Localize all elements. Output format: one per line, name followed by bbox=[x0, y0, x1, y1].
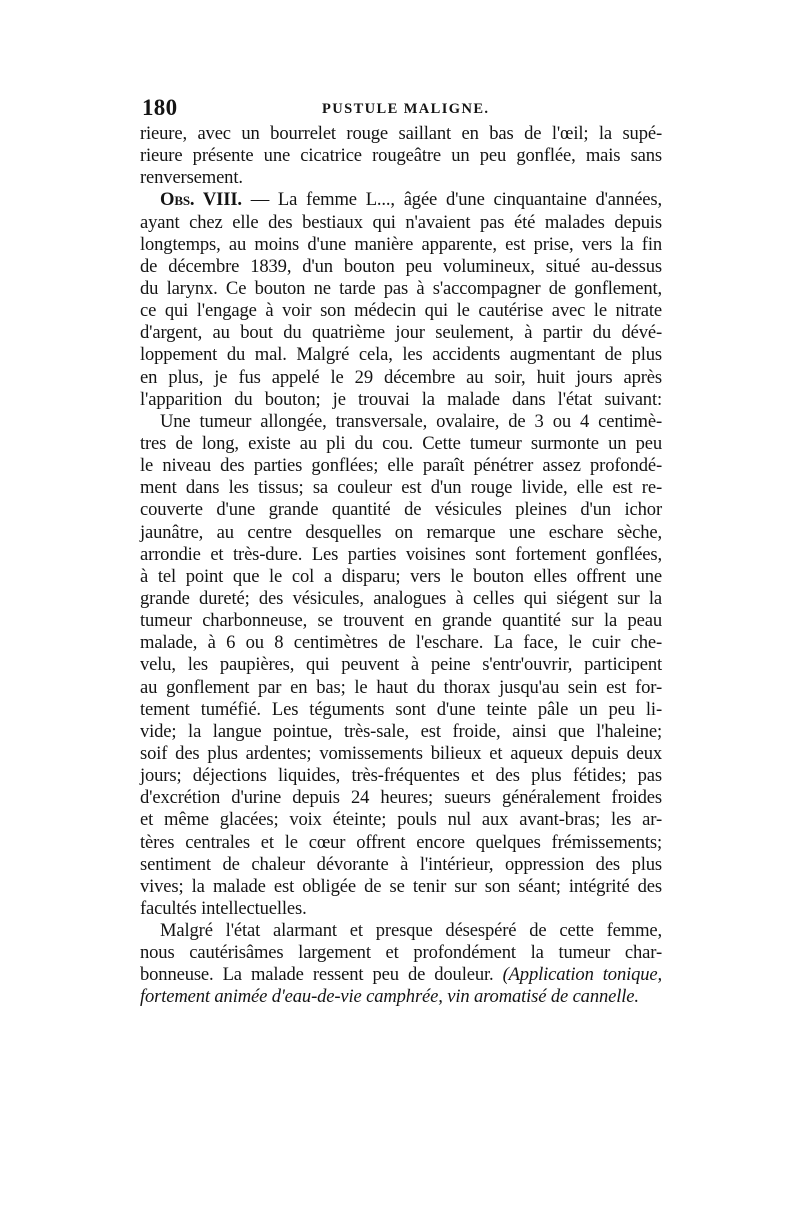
text-line: jours; déjections liquides, très-fréquentes et des plus fétides; pas bbox=[140, 765, 662, 787]
text-fragment: bonneuse. La malade ressent peu de douleur. bbox=[140, 964, 503, 986]
text-line: velu, les paupières, qui peuvent à peine s'entr'ouvrir, participent bbox=[140, 654, 662, 676]
text-line: ayant chez elle des bestiaux qui n'avaient pas été malades depuis bbox=[140, 211, 662, 233]
observation-label: Obs. VIII. bbox=[160, 189, 242, 211]
text-line: Une tumeur allongée, transversale, ovalaire, de 3 ou 4 centimè- bbox=[160, 410, 662, 432]
italic-text-line: fortement animée d'eau-de-vie camphrée, vin aromatisé de cannelle. bbox=[140, 986, 639, 1008]
text-fragment: — La femme L..., âgée d'une cinquantaine d'années, bbox=[241, 189, 662, 211]
text-line: sentiment de chaleur dévorante à l'intérieur, oppression des plus bbox=[140, 853, 662, 875]
text-line: à tel point que le col a disparu; vers le bouton elles offrent une bbox=[140, 565, 662, 587]
text-line: au gonflement par en bas; le haut du thorax jusqu'au sein est for- bbox=[140, 676, 662, 698]
text-line: ment dans les tissus; sa couleur est d'un rouge livide, elle est re- bbox=[140, 477, 662, 499]
observation-heading-line bbox=[140, 189, 662, 211]
text-line: le niveau des parties gonflées; elle paraît pénétrer assez profondé- bbox=[140, 455, 662, 477]
show-through-stain bbox=[140, 928, 662, 942]
text-line: et même glacées; voix éteinte; pouls nul aux avant-bras; les ar- bbox=[140, 809, 662, 831]
text-line: rieure présente une cicatrice rougeâtre un peu gonflée, mais sans bbox=[140, 145, 662, 167]
text-line: nous cautérisâmes largement et profondément la tumeur char- bbox=[140, 942, 662, 964]
text-line-mixed bbox=[140, 964, 662, 986]
page-header bbox=[140, 96, 662, 122]
text-line: du larynx. Ce bouton ne tarde pas à s'accompagner de gonflement, bbox=[140, 277, 662, 299]
text-line: tères centrales et le cœur offrent encore quelques frémissements; bbox=[140, 831, 662, 853]
text-line: facultés intellectuelles. bbox=[140, 897, 307, 919]
text-line: d'argent, au bout du quatrième jour seulement, à partir du dévé- bbox=[140, 322, 662, 344]
italic-fragment: (Application tonique, bbox=[502, 964, 663, 986]
text-line: d'excrétion d'urine depuis 24 heures; sueurs généralement froides bbox=[140, 787, 662, 809]
text-line: tumeur charbonneuse, se trouvent en grande quantité sur la peau bbox=[140, 610, 662, 632]
text-line: soif des plus ardentes; vomissements bilieux et aqueux depuis deux bbox=[140, 742, 662, 764]
text-line: couverte d'une grande quantité de vésicules pleines d'un ichor bbox=[140, 499, 662, 521]
page-number: 180 bbox=[142, 95, 178, 120]
text-line: malade, à 6 ou 8 centimètres de l'eschare. La face, le cuir che- bbox=[140, 632, 662, 654]
text-line: renversement. bbox=[140, 167, 243, 189]
text-line: grande dureté; des vésicules, analogues à celles qui siégent sur la bbox=[140, 587, 662, 609]
text-line: jaunâtre, au centre desquelles on remarque une eschare sèche, bbox=[140, 521, 662, 543]
text-line: de décembre 1839, d'un bouton peu volumineux, situé au-dessus bbox=[140, 255, 662, 277]
body-text bbox=[140, 123, 662, 1009]
text-line: rieure, avec un bourrelet rouge saillant en bas de l'œil; la supé- bbox=[140, 123, 662, 144]
text-line: tement tuméfié. Les téguments sont d'une teinte pâle un peu li- bbox=[140, 698, 662, 720]
text-line: Malgré l'état alarmant et presque désespéré de cette femme, bbox=[160, 920, 662, 942]
running-title: PUSTULE MALIGNE. bbox=[322, 101, 490, 117]
text-line: l'apparition du bouton; je trouvai la malade dans l'état suivant: bbox=[140, 388, 662, 410]
text-line: tres de long, existe au pli du cou. Cette tumeur surmonte un peu bbox=[140, 432, 662, 454]
text-line: ce qui l'engage à voir son médecin qui le cautérise avec le nitrate bbox=[140, 300, 662, 322]
text-line: arrondie et très-dure. Les parties voisines sont fortement gonflées, bbox=[140, 543, 662, 565]
text-line: vide; la langue pointue, très-sale, est froide, ainsi que l'haleine; bbox=[140, 720, 662, 742]
show-through-stain bbox=[140, 1040, 662, 1054]
text-line: vives; la malade est obligée de se tenir sur son séant; intégrité des bbox=[140, 875, 662, 897]
text-line: loppement du mal. Malgré cela, les accidents augmentant de plus bbox=[140, 344, 662, 366]
text-line: en plus, je fus appelé le 29 décembre au soir, huit jours après bbox=[140, 366, 662, 388]
text-line: longtemps, au moins d'une manière apparente, est prise, vers la fin bbox=[140, 233, 662, 255]
